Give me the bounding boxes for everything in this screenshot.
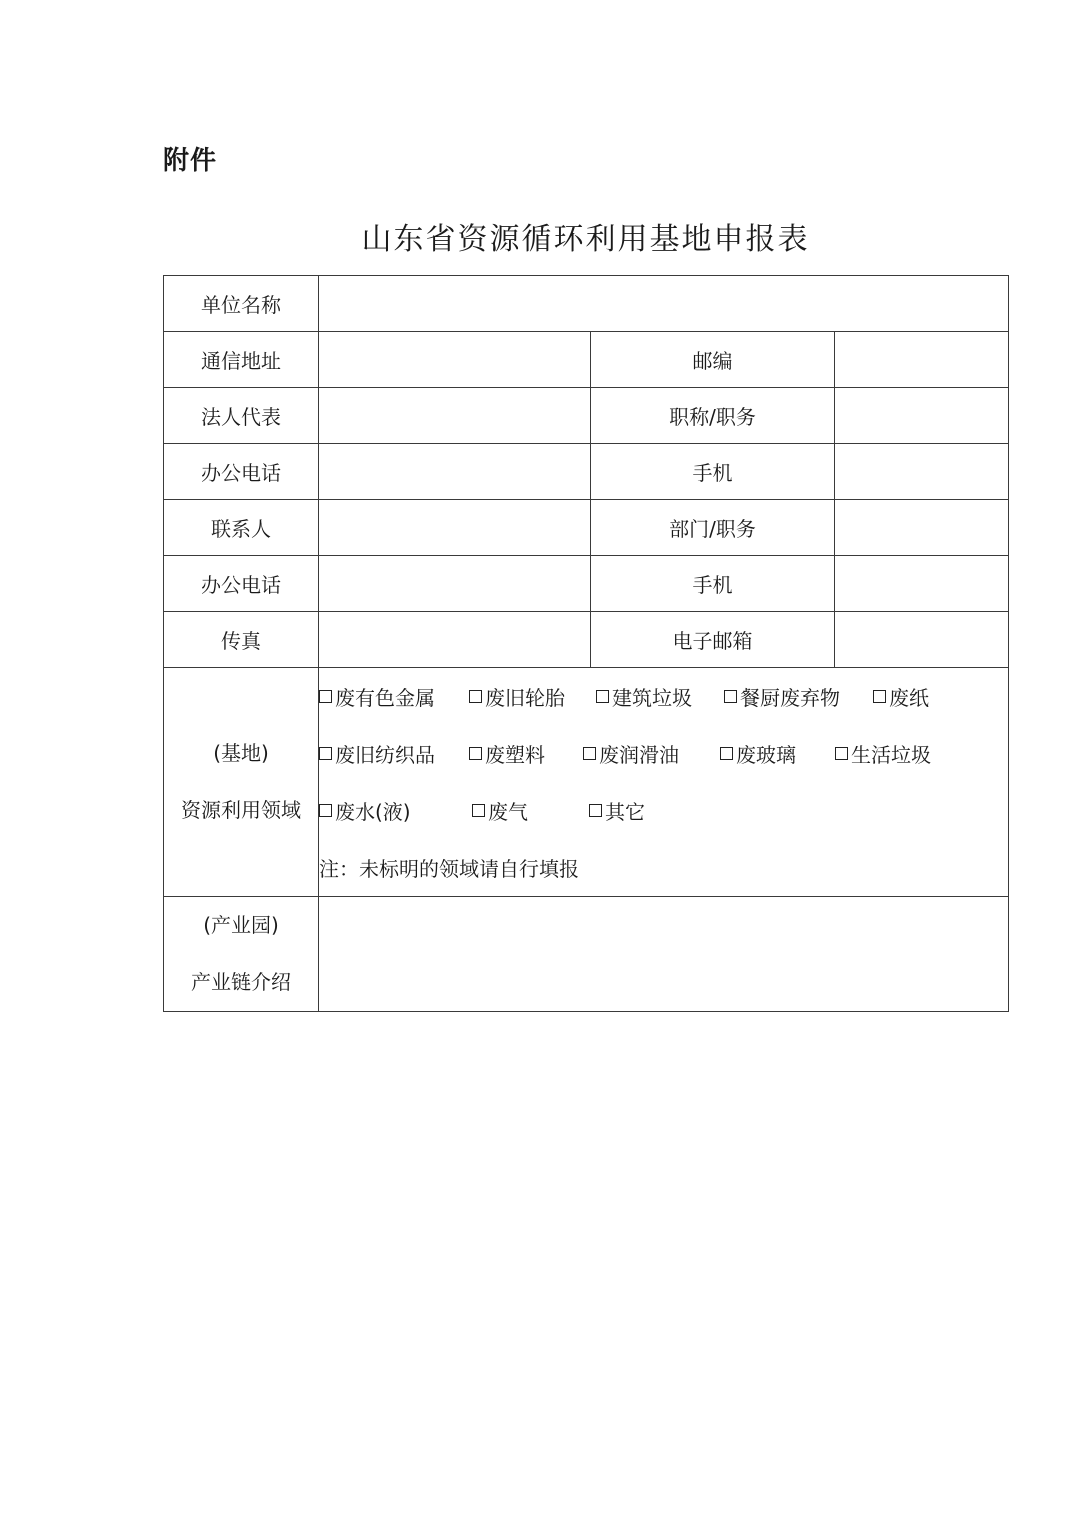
checkbox-icon[interactable]	[319, 804, 332, 817]
page-title: 山东省资源循环利用基地申报表	[361, 222, 810, 257]
checkbox-icon[interactable]	[596, 690, 609, 703]
label-contact-dept: 部门/职务	[591, 500, 835, 556]
option-waste-paper[interactable]: 废纸	[873, 682, 929, 711]
option-row-1	[319, 668, 1008, 725]
field-unit-name[interactable]	[319, 276, 1009, 332]
checkbox-icon[interactable]	[469, 747, 482, 760]
row-legal-rep	[164, 388, 1009, 444]
option-kitchen-waste[interactable]: 餐厨废弃物	[724, 682, 873, 711]
option-waste-glass[interactable]: 废玻璃	[720, 739, 835, 768]
checkbox-icon[interactable]	[589, 804, 602, 817]
label-office-phone-2: 办公电话	[164, 556, 319, 612]
label-intro-line2: 产业链介绍	[191, 970, 291, 994]
label-legal-rep: 法人代表	[164, 388, 319, 444]
field-address[interactable]	[319, 332, 591, 388]
option-waste-gas[interactable]: 废气	[472, 796, 589, 825]
checkbox-icon[interactable]	[724, 690, 737, 703]
field-email[interactable]	[835, 612, 1009, 668]
option-waste-plastic[interactable]: 废塑料	[469, 739, 583, 768]
field-mobile-1[interactable]	[835, 444, 1009, 500]
label-resource-fields	[164, 668, 319, 897]
resource-note: 注：未标明的领域请自行填报	[319, 857, 579, 881]
option-construction-waste[interactable]: 建筑垃圾	[596, 682, 724, 711]
label-unit-name: 单位名称	[164, 276, 319, 332]
option-waste-lubricant[interactable]: 废润滑油	[583, 739, 720, 768]
label-resource-line1: (基地)	[213, 741, 269, 765]
option-waste-water[interactable]: 废水(液)	[319, 796, 472, 825]
application-form	[163, 275, 1009, 1012]
field-mobile-2[interactable]	[835, 556, 1009, 612]
label-office-phone-1: 办公电话	[164, 444, 319, 500]
row-resource-fields	[164, 668, 1009, 897]
row-fax	[164, 612, 1009, 668]
field-legal-rep-title[interactable]	[835, 388, 1009, 444]
checkbox-icon[interactable]	[319, 690, 332, 703]
row-industry-chain	[164, 897, 1009, 1012]
checkbox-icon[interactable]	[319, 747, 332, 760]
row-office-phone-2	[164, 556, 1009, 612]
option-row-2	[319, 725, 1008, 782]
label-contact: 联系人	[164, 500, 319, 556]
field-postcode[interactable]	[835, 332, 1009, 388]
row-office-phone-1	[164, 444, 1009, 500]
field-office-phone-2[interactable]	[319, 556, 591, 612]
field-contact[interactable]	[319, 500, 591, 556]
label-mobile-1: 手机	[591, 444, 835, 500]
field-fax[interactable]	[319, 612, 591, 668]
row-address	[164, 332, 1009, 388]
label-resource-line2: 资源利用领域	[181, 798, 301, 822]
row-unit-name	[164, 276, 1009, 332]
label-postcode: 邮编	[591, 332, 835, 388]
field-industry-chain[interactable]	[319, 897, 1009, 1012]
option-nonferrous-metal[interactable]: 废有色金属	[319, 682, 469, 711]
resource-options-cell	[319, 668, 1009, 897]
checkbox-icon[interactable]	[583, 747, 596, 760]
label-email: 电子邮箱	[591, 612, 835, 668]
checkbox-icon[interactable]	[720, 747, 733, 760]
checkbox-icon[interactable]	[472, 804, 485, 817]
checkbox-icon[interactable]	[835, 747, 848, 760]
attachment-label: 附件	[163, 146, 218, 176]
label-fax: 传真	[164, 612, 319, 668]
label-intro-line1: (产业园)	[203, 913, 279, 937]
label-industry-chain	[164, 897, 319, 1012]
field-office-phone-1[interactable]	[319, 444, 591, 500]
option-row-3	[319, 782, 1008, 839]
checkbox-icon[interactable]	[469, 690, 482, 703]
label-mobile-2: 手机	[591, 556, 835, 612]
option-other[interactable]: 其它	[589, 796, 645, 825]
option-household-garbage[interactable]: 生活垃圾	[835, 739, 931, 768]
label-legal-rep-title: 职称/职务	[591, 388, 835, 444]
checkbox-icon[interactable]	[873, 690, 886, 703]
label-address: 通信地址	[164, 332, 319, 388]
field-contact-dept[interactable]	[835, 500, 1009, 556]
row-contact	[164, 500, 1009, 556]
field-legal-rep[interactable]	[319, 388, 591, 444]
option-used-tires[interactable]: 废旧轮胎	[469, 682, 596, 711]
option-used-textiles[interactable]: 废旧纺织品	[319, 739, 469, 768]
